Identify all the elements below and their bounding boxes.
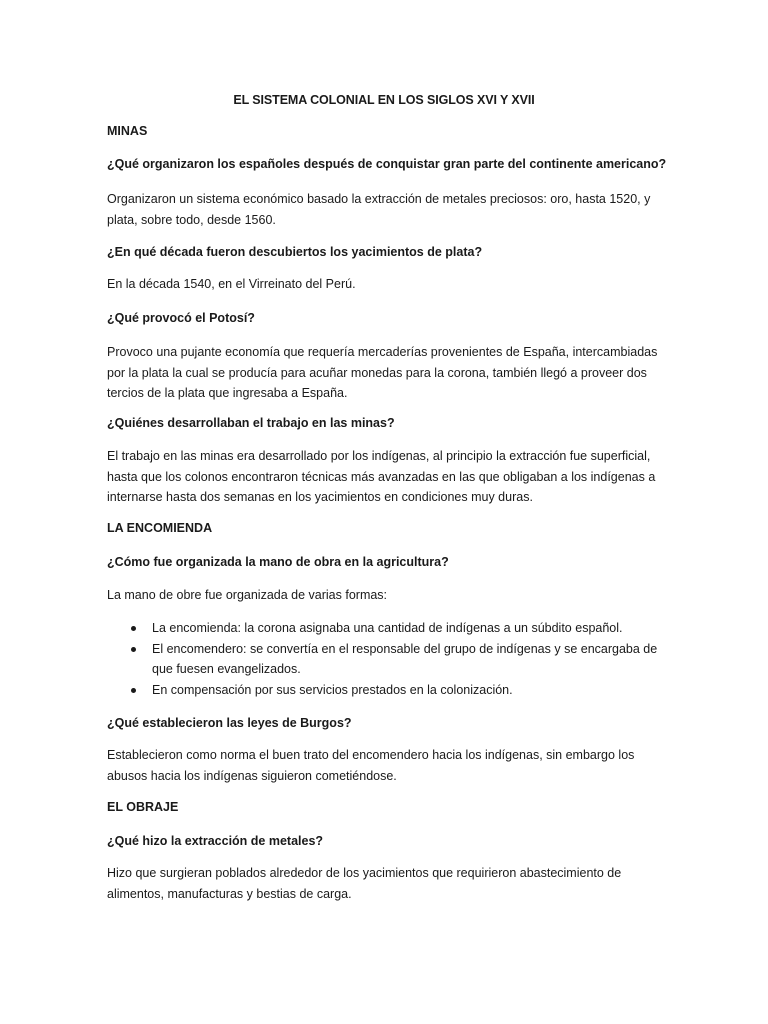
bullet-list [107, 618, 667, 700]
document-title: EL SISTEMA COLONIAL EN LOS SIGLOS XVI Y XVII [233, 93, 535, 107]
answer-6: Establecieron como norma el buen trato del encomendero hacia los indígenas, sin embargo los abusos hacia los indígenas siguieron cometiéndose. [107, 748, 635, 783]
question-1: ¿Qué organizaron los españoles después de conquistar gran parte del continente americano? [107, 157, 667, 171]
question-4: ¿Quiénes desarrollaban el trabajo en las minas? [107, 416, 395, 430]
section-heading-encomienda: LA ENCOMIENDA [107, 521, 213, 535]
bullet-icon [131, 688, 136, 693]
question-3: ¿Qué provocó el Potosí? [107, 311, 255, 325]
list-item [107, 618, 667, 639]
answer-2: En la década 1540, en el Virreinato del Perú. [107, 277, 356, 291]
question-5: ¿Cómo fue organizada la mano de obra en la agricultura? [107, 555, 449, 569]
question-7: ¿Qué hizo la extracción de metales? [107, 834, 324, 848]
answer-4: El trabajo en las minas era desarrollado por los indígenas, al principio la extracción fue superficial, hasta que los colonos encontraron técnicas más avanzadas en las que obligaban a los indígenas a internarse hasta dos semanas en los yacimientos en condiciones muy duras. [107, 449, 656, 504]
answer-3: Provoco una pujante economía que requería mercaderías provenientes de España, intercambiadas por la plata la cual se producía para acuñar monedas para la corona, también llegó a proveer dos tercios de la plata que ingresaba a España. [107, 345, 658, 400]
list-item [107, 639, 667, 680]
answer-5: La mano de obre fue organizada de varias formas: [107, 588, 388, 602]
list-item [107, 680, 667, 701]
answer-1: Organizaron un sistema económico basado la extracción de metales preciosos: oro, hasta 1520, y plata, sobre todo, desde 1560. [107, 192, 651, 227]
answer-7: Hizo que surgieran poblados alrededor de los yacimientos que requirieron abastecimiento de alimentos, manufacturas y bestias de carga. [107, 866, 622, 901]
bullet-icon [131, 647, 136, 652]
section-heading-minas: MINAS [107, 124, 148, 138]
list-item-text: La encomienda: la corona asignaba una cantidad de indígenas a un súbdito español. [152, 621, 623, 635]
list-item-text: El encomendero: se convertía en el responsable del grupo de indígenas y se encargaba de que fuesen evangelizados. [152, 641, 658, 676]
list-item-text: En compensación por sus servicios prestados en la colonización. [152, 682, 513, 697]
question-6: ¿Qué establecieron las leyes de Burgos? [107, 716, 352, 730]
question-2: ¿En qué década fueron descubiertos los yacimientos de plata? [107, 245, 483, 259]
bullet-icon [131, 626, 136, 631]
section-heading-obraje: EL OBRAJE [107, 800, 179, 814]
